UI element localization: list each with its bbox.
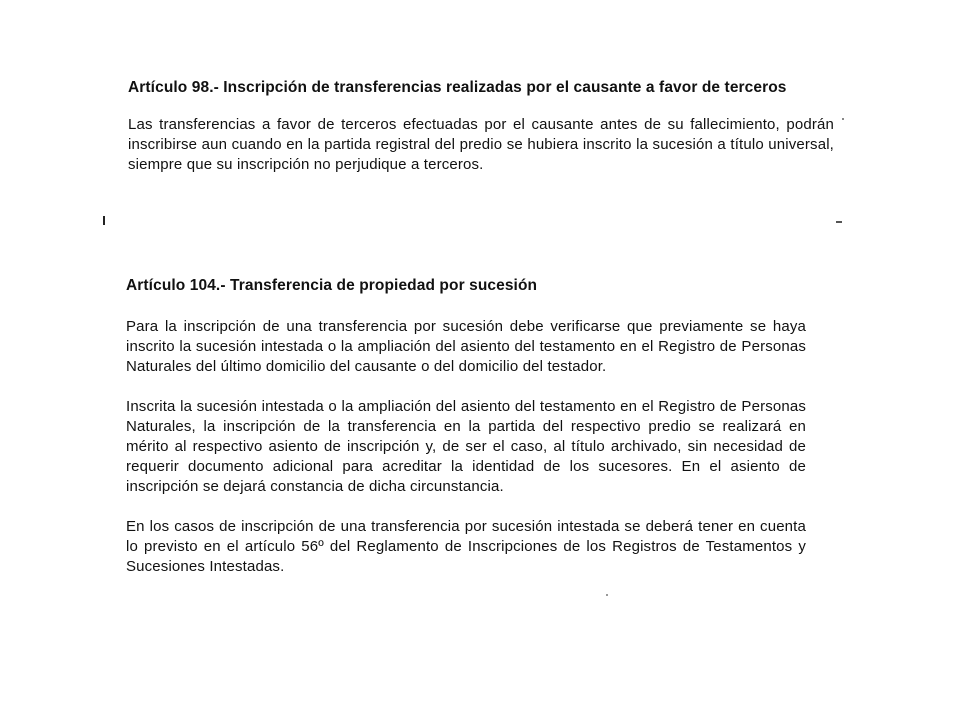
scan-artifact-mark xyxy=(842,118,844,120)
article-104-paragraph-1: Para la inscripción de una transferencia por sucesión debe verificarse que previamente se haya inscrito la sucesión intestada o la ampliación del asiento del testamento en el Registro de Personas Naturales del último domicilio del causante o del domicilio del testador. xyxy=(126,318,806,375)
article-98-heading: Artículo 98.- Inscripción de transferencias realizadas por el causante a favor de terceros xyxy=(128,79,787,96)
article-104-heading: Artículo 104.- Transferencia de propiedad por sucesión xyxy=(126,277,538,294)
scan-artifact-mark xyxy=(103,216,105,225)
article-104-paragraph-3: En los casos de inscripción de una transferencia por sucesión intestada se deberá tener en cuenta lo previsto en el artículo 56º del Reglamento de Inscripciones de los Registros de Testamentos y Sucesiones Intestadas. xyxy=(126,518,806,575)
article-104 xyxy=(126,276,806,577)
article-98 xyxy=(128,78,834,175)
scan-artifact-mark xyxy=(836,221,842,223)
article-98-paragraph-1: Las transferencias a favor de terceros efectuadas por el causante antes de su fallecimiento, podrán inscribirse aun cuando en la partida registral del predio se hubiera inscrito la sucesión a título universal, siempre que su inscripción no perjudique a terceros. xyxy=(128,116,834,173)
scan-artifact-mark xyxy=(606,594,608,596)
article-104-paragraph-2: Inscrita la sucesión intestada o la ampliación del asiento del testamento en el Registro de Personas Naturales, la inscripción de la transferencia en la partida del respectivo predio se realizará en mérito al respectivo asiento de inscripción y, de ser el caso, al título archivado, sin necesidad de requerir documento adicional para acreditar la identidad de los sucesores. En el asiento de inscripción se dejará constancia de dicha circunstancia. xyxy=(126,398,806,495)
